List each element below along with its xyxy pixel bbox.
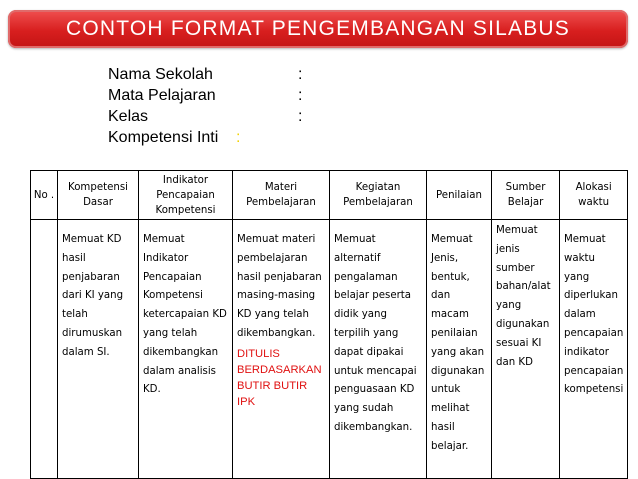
table-row xyxy=(31,220,628,479)
field-kompetensi-inti xyxy=(108,129,328,150)
field-label: Mata Pelajaran xyxy=(108,87,216,104)
syllabus-table xyxy=(30,170,628,479)
column-header-kegiatan: Kegiatan Pembelajaran xyxy=(330,171,427,220)
header-fields xyxy=(108,66,328,150)
column-header-alokasi-waktu: Alokasi waktu xyxy=(560,171,628,220)
column-header-materi: Materi Pembelajaran xyxy=(233,171,330,220)
column-header-indikator: Indikator Pencapaian Kompetensi xyxy=(139,171,233,220)
field-nama-sekolah xyxy=(108,66,328,87)
column-header-penilaian: Penilaian xyxy=(427,171,492,220)
red-note: DITULIS BERDASARKAN BUTIR BUTIR IPK xyxy=(237,347,322,408)
field-colon: : xyxy=(298,66,303,83)
column-header-kompetensi-dasar: Kompetensi Dasar xyxy=(58,171,139,220)
field-label: Kelas xyxy=(108,108,149,125)
table-cell-alokasi-waktu: Memuat waktu yang diperlukan dalam pencapaian indikator pencapaian kompetensi xyxy=(560,220,628,479)
field-label: Nama Sekolah xyxy=(108,66,213,83)
table-cell-sumber-belajar: Memuat jenis sumber bahan/alat yang digunakan sesuai KI dan KD xyxy=(492,220,560,479)
field-kelas xyxy=(108,108,328,129)
field-colon: : xyxy=(236,129,241,146)
table-cell-indikator: Memuat Indikator Pencapaian Kompetensi ketercapaian KD yang telah dikembangkan dalam analisis KD. xyxy=(139,220,233,479)
field-label: Kompetensi Inti xyxy=(108,129,219,146)
table-cell-penilaian: Memuat Jenis, bentuk, dan macam penilaian yang akan digunakan untuk melihat hasil belajar. xyxy=(427,220,492,479)
table-cell-kegiatan: Memuat alternatif pengalaman belajar peserta didik yang terpilih yang dapat dipakai untuk mencapai penguasaan KD yang sudah dikembangkan. xyxy=(330,220,427,479)
page-title: CONTOH FORMAT PENGEMBANGAN SILABUS xyxy=(65,17,571,40)
table-cell-materi: Memuat materi pembelajaran hasil penjabaran masing-masing KD yang telah dikembangkan. DITULIS BERDASARKAN BUTIR BUTIR IPK xyxy=(233,220,330,479)
column-header-sumber-belajar: Sumber Belajar xyxy=(492,171,560,220)
table-cell-kompetensi-dasar: Memuat KD hasil penjabaran dari KI yang telah dirumuskan dalam SI. xyxy=(58,220,139,479)
field-colon: : xyxy=(298,87,303,104)
table-header-row xyxy=(31,171,628,220)
table-cell-no xyxy=(31,220,58,479)
field-mata-pelajaran xyxy=(108,87,328,108)
title-banner xyxy=(8,10,628,48)
field-colon: : xyxy=(298,108,303,125)
column-header-no: No . xyxy=(31,171,58,220)
